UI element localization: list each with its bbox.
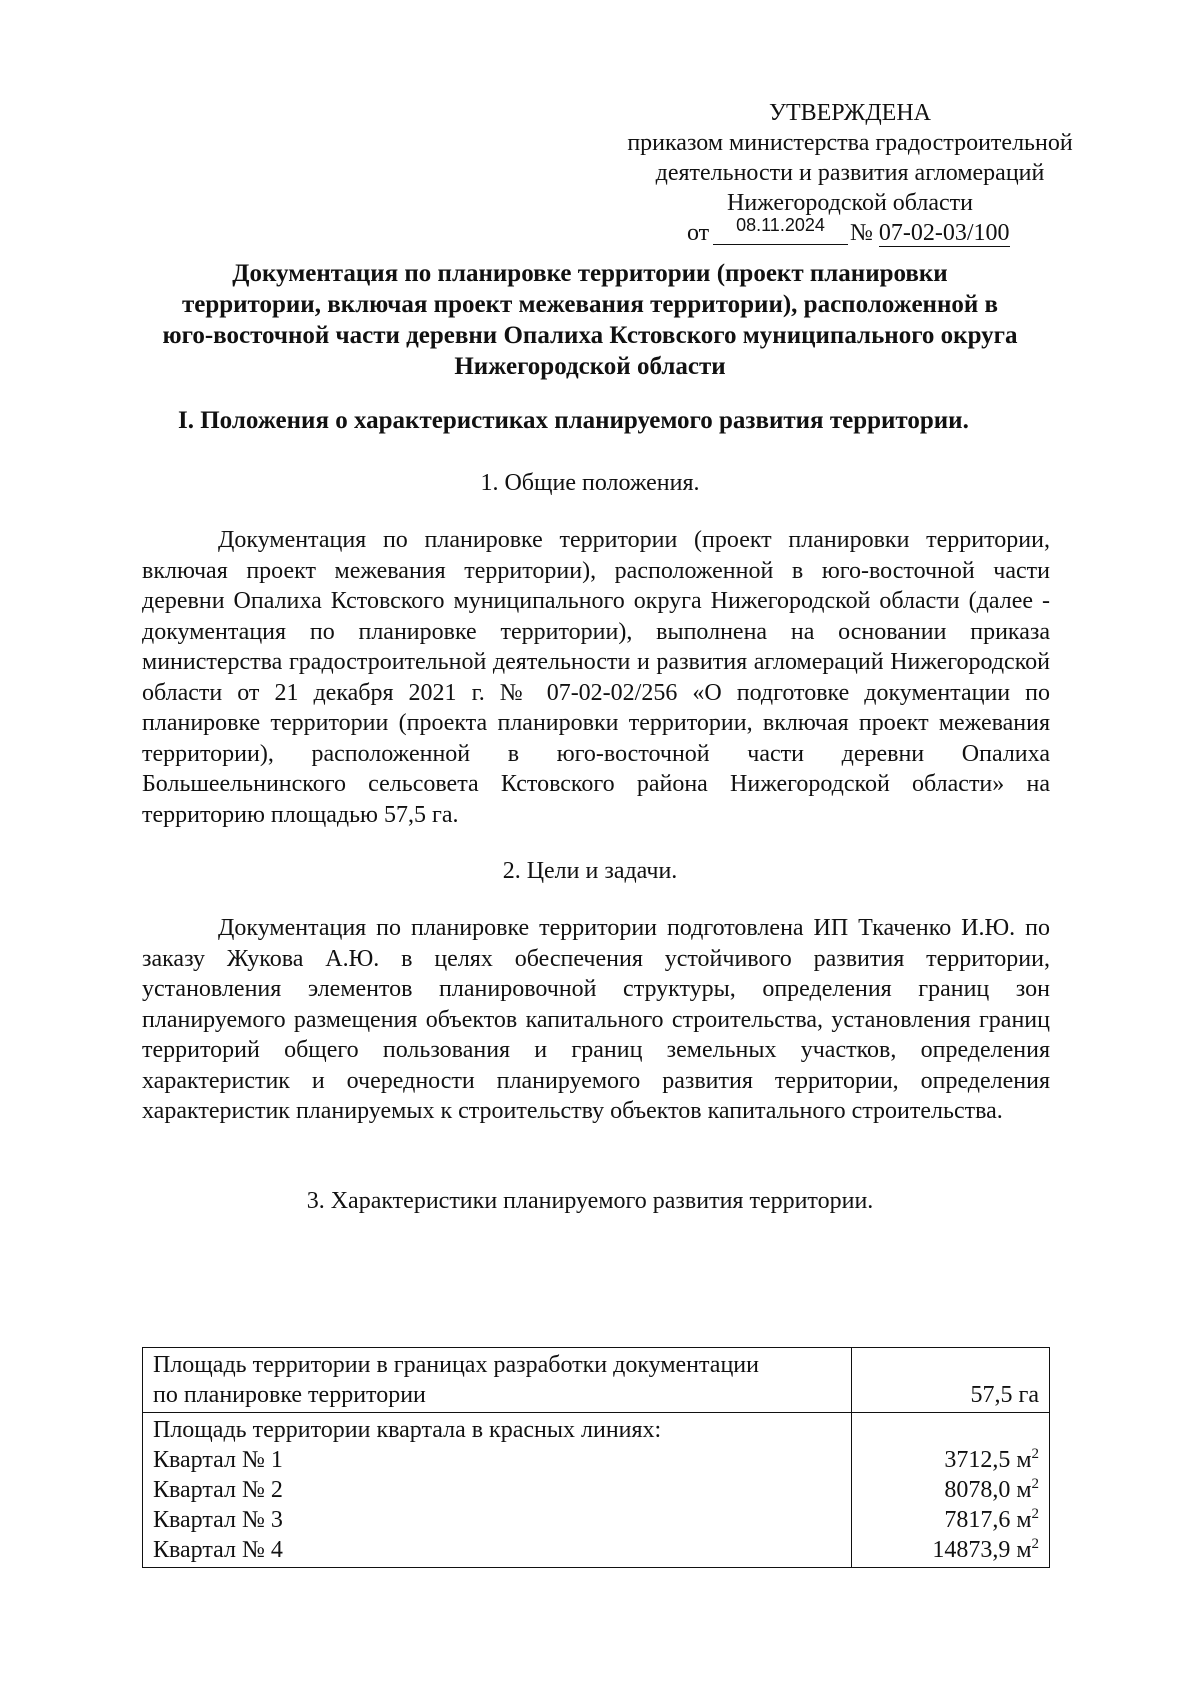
document-title — [130, 258, 1050, 382]
quarter-1-area: 3712,5 м — [944, 1447, 1032, 1473]
approval-line-3: Нижегородской области — [726, 190, 974, 216]
approval-number-field — [850, 218, 1010, 248]
quarter-2-value — [862, 1475, 1039, 1505]
subsection-2-paragraph: Документация по планировке территории подготовлена ИП Ткаченко И.Ю. по заказу Жукова А.Ю. в целях обеспечения устойчивого развития территории, установления элементов планировочной структуры, определения границ зон планируемого размещения объектов капитального строительства, установления границ территорий общего пользования и границ земельных участков, определения характеристик и очередности планируемого развития территории, определения характеристик планируемых к строительству объектов капитального строительства. — [142, 915, 1050, 1124]
quarter-4-label: Квартал № 4 — [153, 1537, 283, 1563]
quarter-1-label: Квартал № 1 — [153, 1447, 283, 1473]
table-cell-value — [852, 1413, 1050, 1568]
approval-line-2: деятельности и развития агломераций — [655, 160, 1045, 186]
quarter-4-unit-sup: 2 — [1031, 1536, 1039, 1552]
title-line-1: Документация по планировке территории (проект планировки — [232, 260, 948, 287]
approval-date-field — [713, 215, 848, 245]
approval-number-sign: № — [850, 220, 873, 246]
row1-label-line-1: Площадь территории в границах разработки документации — [153, 1352, 759, 1378]
approval-date-line — [600, 215, 1100, 248]
table-cell-value — [852, 1348, 1050, 1413]
approval-line-1: приказом министерства градостроительной — [627, 130, 1073, 156]
table-row — [143, 1413, 1050, 1568]
row1-label-line-2: по планировке территории — [153, 1382, 426, 1408]
title-line-3: юго-восточной части деревни Опалиха Кстовского муниципального округа — [162, 322, 1018, 349]
title-line-4: Нижегородской области — [454, 353, 726, 380]
subsection-1-paragraph: Документация по планировке территории (проект планировки территории, включая проект межевания территории), расположенной в юго-восточной части деревни Опалиха Кстовского муниципального округа Нижегородской области (далее - документация по планировке территории), выполнена на основании приказа министерства градостроительной деятельности и развития агломераций Нижегородской области от 21 декабря 2021 г. № 07-02-02/256 «О подготовке документации по планировке территории (проекта планировки территории, включая проект межевания территории), расположенной в юго-восточной части деревни Опалиха Большеельнинского сельсовета Кстовского района Нижегородской области» на территорию площадью 57,5 га. — [142, 527, 1050, 828]
quarter-3-label: Квартал № 3 — [153, 1507, 283, 1533]
table-row — [143, 1348, 1050, 1413]
approval-number: 07-02-03/100 — [878, 220, 1010, 246]
approval-date: 08.11.2024 — [736, 215, 825, 235]
quarter-2-unit-sup: 2 — [1031, 1476, 1039, 1492]
table-cell-label — [143, 1413, 852, 1568]
approval-stamp — [600, 98, 1100, 248]
approval-heading: УТВЕРЖДЕНА — [768, 100, 932, 126]
quarter-4-value — [862, 1535, 1039, 1565]
quarter-4-area: 14873,9 м — [932, 1537, 1032, 1563]
quarter-2-label: Квартал № 2 — [153, 1477, 283, 1503]
section-1-heading: I. Положения о характеристиках планируемого развития территории. — [178, 407, 969, 434]
table-cell-label — [143, 1348, 852, 1413]
quarter-2-area: 8078,0 м — [944, 1477, 1032, 1503]
row1-value: 57,5 га — [970, 1382, 1039, 1408]
subsection-2-heading: 2. Цели и задачи. — [502, 858, 678, 884]
characteristics-table — [142, 1347, 1050, 1568]
approval-from-label: от — [687, 220, 710, 246]
subsection-3-heading: 3. Характеристики планируемого развития территории. — [306, 1188, 874, 1214]
subsection-1-heading: 1. Общие положения. — [480, 470, 700, 496]
title-line-2: территории, включая проект межевания территории), расположенной в — [181, 291, 999, 318]
quarter-3-area: 7817,6 м — [944, 1507, 1032, 1533]
quarter-3-unit-sup: 2 — [1031, 1506, 1039, 1522]
quarter-1-value — [862, 1445, 1039, 1475]
row2-heading: Площадь территории квартала в красных линиях: — [153, 1417, 662, 1443]
quarter-1-unit-sup: 2 — [1031, 1446, 1039, 1462]
quarter-3-value — [862, 1505, 1039, 1535]
